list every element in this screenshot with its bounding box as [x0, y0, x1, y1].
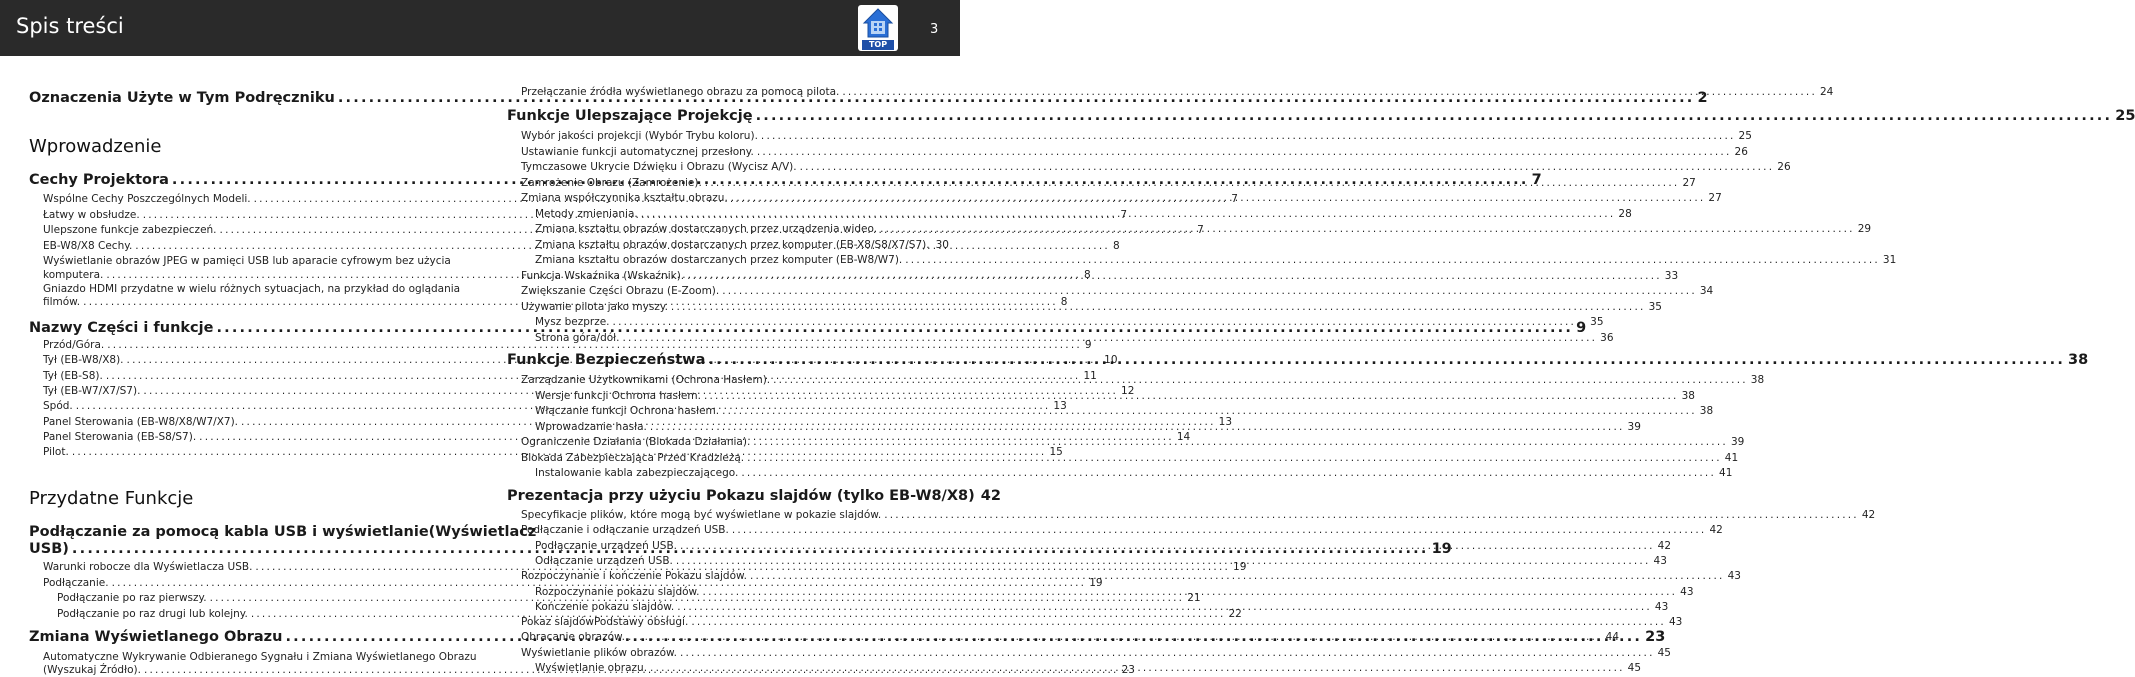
toc-entry-page: 45: [1657, 646, 1671, 659]
toc-entry-title: Zmiana kształtu obrazów dostarczanych przez komputer (EB-W8/W7).: [535, 254, 903, 266]
toc-entry-title: Panel Sterowania (EB-W8/X8/W7/X7).: [43, 415, 238, 428]
toc-entry-page: 34: [1699, 285, 1714, 297]
toc-entry-page: 33: [1664, 269, 1679, 282]
header-bar: [0, 0, 960, 56]
toc-entry-page: 7: [1197, 224, 1204, 236]
toc-entry[interactable]: [507, 254, 1897, 266]
toc-entry-page: 38: [1681, 389, 1695, 402]
toc-entry-page: 26: [1777, 161, 1791, 173]
leader-dots: [680, 647, 1655, 659]
toc-entry-title: Wprowadzanie hasła.: [535, 420, 647, 433]
leader-dots: [722, 405, 1697, 417]
toc-entry[interactable]: [507, 300, 1662, 313]
toc-entry-page: 2: [1697, 90, 1708, 106]
toc-entry[interactable]: [507, 86, 1834, 98]
toc-entry-page: 43: [1668, 616, 1683, 629]
toc-entry-title: Tył (EB-W7/X7/S7).: [43, 384, 141, 397]
toc-entry-page: 7: [1120, 208, 1128, 221]
toc-entry-title: Przód/Góra.: [43, 339, 105, 351]
toc-entry-page: 44: [1605, 631, 1620, 644]
toc-entry-page: 41: [1719, 467, 1733, 479]
toc-entry-page: 14: [1176, 430, 1191, 443]
toc-entry-page: 28: [1618, 207, 1632, 220]
toc-entry[interactable]: [507, 600, 1669, 613]
toc-entry-title[interactable]: Wyświetlanie obrazów JPEG w pamięci USB lub aparacie cyfrowym bez użycia: [43, 255, 451, 267]
toc-entry-page: 26: [1734, 145, 1748, 158]
page-number: 3: [930, 22, 939, 37]
leader-dots: [756, 108, 2113, 124]
toc-entry-title: Przełączanie źródła wyświetlanego obrazu za pomocą pilota.: [521, 86, 840, 98]
top-label: TOP: [862, 40, 894, 50]
toc-entry-page: 25: [2115, 108, 2135, 124]
leader-dots: [676, 555, 1651, 567]
leader-dots: [757, 146, 1732, 158]
toc-entry[interactable]: [507, 108, 2135, 124]
toc-entry[interactable]: [507, 316, 1604, 328]
toc-entry-page: 42: [1709, 524, 1723, 537]
toc-entry-page: 23: [1121, 664, 1135, 676]
toc-entry-page: 43: [1727, 570, 1741, 583]
leader-dots: [613, 316, 1588, 328]
toc-entry[interactable]: [507, 524, 1723, 537]
leader-dots: [628, 631, 1603, 643]
toc-entry-page: 36: [1600, 331, 1614, 344]
toc-entry-title: Spód.: [43, 400, 73, 413]
toc-entry-page: 43: [1680, 585, 1694, 598]
leader-dots: [741, 467, 1716, 479]
leader-dots: [747, 452, 1722, 464]
leader-dots: [731, 192, 1706, 204]
leader-dots: [680, 540, 1655, 552]
toc-entry-title: Zmiana współczynnika kształtu obrazu.: [521, 192, 728, 204]
leader-dots: [687, 270, 1662, 282]
leader-dots: [650, 421, 1625, 433]
toc-entry-page: 27: [1682, 176, 1696, 189]
leader-dots: [761, 130, 1736, 142]
toc-entry-title: Odłączanie urządzeń USB.: [535, 554, 673, 567]
toc-entry-page: 25: [1738, 130, 1752, 142]
leader-dots: [705, 177, 1680, 189]
toc-entry-page: 39: [1730, 436, 1745, 448]
toc-entry[interactable]: [507, 223, 1872, 235]
toc-entry-page: 24: [1820, 86, 1834, 98]
toc-entry-title: Funkcje Ulepszające Projekcję: [507, 108, 753, 124]
toc-entry[interactable]: [507, 130, 1752, 142]
toc-entry-title: filmów.: [43, 296, 81, 308]
toc-entry-page: 13: [1218, 415, 1233, 428]
toc-entry[interactable]: [507, 488, 1001, 504]
toc-entry[interactable]: [507, 207, 1632, 220]
toc-entry-title: Instalowanie kabla zabezpieczającego.: [535, 467, 739, 479]
toc-entry-page: 42: [1861, 509, 1876, 521]
toc-entry-title: Podłączanie i odłączanie urządzeń USB.: [521, 524, 729, 537]
toc-entry[interactable]: [507, 631, 1620, 644]
toc-entry-page: 39: [1627, 420, 1641, 433]
toc-entry-page: 45: [1627, 662, 1642, 674]
toc-entry-title: komputera.: [43, 269, 104, 281]
toc-entry[interactable]: [507, 285, 1714, 297]
toc-entry-title: Blokada Zabezpieczająca Przed Kradzieżą.: [521, 451, 745, 464]
toc-entry-page: 41: [1724, 451, 1739, 464]
leader-dots: [677, 601, 1652, 613]
toc-entry-title: Kończenie pokazu slajdów.: [535, 600, 675, 613]
toc-entry[interactable]: [29, 592, 1201, 604]
toc-entry-title: Pokaz slajdówPodstawy obsługi.: [521, 616, 689, 629]
top-home-button[interactable]: [858, 5, 898, 51]
toc-entry-title: Funkcje Bezpieczeństwa: [507, 352, 706, 368]
toc-entry-page: 7: [1231, 193, 1238, 205]
toc-entry-page: 7: [1531, 172, 1542, 188]
toc-entry-title: Funkcja Wskaźnika (Wskaźnik).: [521, 269, 685, 282]
toc-entry-title: Obracanie obrazów.: [521, 631, 625, 644]
toc-entry-title: Podłączanie.: [43, 576, 109, 589]
toc-entry-title: Warunki robocze dla Wyświetlacza USB.: [43, 561, 253, 573]
chapter-heading: Przydatne Funkcje: [29, 488, 194, 509]
toc-entry-page: 21: [1187, 592, 1201, 604]
toc-entry-title: Ulepszone funkcje zabezpieczeń.: [43, 224, 217, 236]
toc-entry-page: 38: [1699, 405, 1714, 417]
toc-entry-page: 9: [1576, 320, 1587, 336]
toc-entry-title: Wybór jakości projekcji (Wybór Trybu koloru).: [521, 130, 758, 142]
toc-entry-title: Zwiększanie Części Obrazu (E-Zoom).: [521, 285, 720, 297]
leader-dots: [703, 586, 1678, 598]
toc-entry-title: Łatwy w obsłudze.: [43, 208, 140, 221]
toc-entry-page: 35: [1590, 316, 1604, 328]
toc-entry-title: Rozpoczynanie pokazu slajdów.: [535, 585, 700, 598]
toc-entry[interactable]: [507, 238, 949, 251]
toc-entry-title[interactable]: Gniazdo HDMI przydatne w wielu różnych sytuacjach, na przykład do oglądania: [43, 283, 461, 295]
toc-entry-page: 31: [1882, 254, 1897, 266]
toc-entry-title: Zmiana kształtu obrazów dostarczanych przez komputer (EB-X8/S8/X7/S7).: [535, 238, 930, 251]
toc-entry-page: 38: [1750, 374, 1765, 386]
toc-entry-title: Strona góra/dół.: [535, 331, 620, 344]
toc-entry-page: 42: [1657, 539, 1672, 552]
toc-entry-page: 13: [1053, 400, 1067, 413]
toc-entry-page: 27: [1708, 192, 1722, 204]
leader-dots: [623, 332, 1598, 344]
toc-entry[interactable]: [29, 561, 1247, 573]
toc-entry-title: Panel Sterowania (EB-S8/S7).: [43, 430, 197, 443]
toc-entry-page: 38: [2068, 352, 2089, 368]
leader-dots: [732, 524, 1707, 536]
toc-entry-page: 15: [1049, 446, 1063, 459]
toc-entry-title: (Wyszukaj Źródło).: [43, 664, 141, 676]
toc-entry-page: 9: [1084, 339, 1092, 351]
toc-entry-page: 10: [1104, 354, 1118, 367]
leader-dots: [800, 161, 1775, 173]
toc-entry-title: Wyświetlanie obrazu.: [535, 662, 648, 674]
toc-entry-title: Rozpoczynanie i kończenie Pokazu slajdów.: [521, 570, 747, 583]
toc-entry-title: Cechy Projektora: [29, 172, 169, 188]
leader-dots: [880, 223, 1855, 235]
toc-entry-title: Specyfikacje plików, które mogą być wyświetlane w pokazie slajdów.: [521, 509, 882, 521]
toc-entry-page: 8: [1060, 296, 1068, 308]
toc-entry-title: Zmiana Wyświetlanego Obrazu: [29, 629, 283, 645]
leader-dots: [650, 662, 1625, 674]
leader-dots: [671, 301, 1646, 313]
leader-dots: [773, 374, 1748, 386]
toc-entry[interactable]: [507, 269, 1679, 282]
toc-entry-title: Używanie pilota jako myszy.: [521, 300, 668, 313]
toc-entry-title[interactable]: Automatyczne Wykrywanie Odbieranego Sygnału i Zmiana Wyświetlanego Obrazu: [43, 651, 477, 663]
toc-entry-title: Metody zmieniania.: [535, 207, 638, 220]
toc-entry-page: 12: [1121, 384, 1135, 397]
toc-entry-title: Wyświetlanie plików obrazów.: [521, 646, 677, 659]
toc-entry-page: 43: [1653, 554, 1667, 567]
toc-entry-page: 8: [1112, 239, 1120, 252]
house-icon: [862, 7, 894, 39]
toc-entry-title[interactable]: Podłączanie za pomocą kabla USB i wyświetlanie(Wyświetlacz: [29, 524, 537, 540]
toc-entry-page: 8: [1084, 269, 1091, 281]
toc-entry-title: Tył (EB-S8).: [43, 369, 103, 382]
toc-entry-page: 30: [935, 238, 949, 251]
leader-dots: [750, 570, 1725, 582]
toc-entry-title: Włączanie funkcji Ochrona hasłem.: [535, 405, 720, 417]
toc-entry-title: Ograniczenie Działania (Blokada Działania).: [521, 436, 751, 448]
toc-entry-title: Podłączanie po raz drugi lub kolejny.: [57, 607, 248, 620]
toc-entry[interactable]: [507, 509, 1876, 521]
toc-entry-page: 11: [1083, 369, 1097, 382]
toc-entry[interactable]: [507, 192, 1722, 204]
leader-dots: [641, 208, 1616, 220]
toc-entry-page: 19: [1233, 561, 1247, 573]
toc-entry[interactable]: [507, 646, 1671, 659]
toc-entry[interactable]: [29, 339, 1092, 351]
toc-entry-title: Tył (EB-W8/X8).: [43, 354, 124, 367]
toc-entry-title: Prezentacja przy użyciu Pokazu slajdów (tylko EB-W8/X8): [507, 488, 975, 504]
toc-entry-page: 42: [980, 488, 1001, 504]
toc-entry-title: Tymczasowe Ukrycie Dźwięku i Obrazu (Wycisz A/V).: [521, 161, 797, 173]
toc-entry-page: 19: [1431, 541, 1452, 557]
toc-entry-title: Zmiana kształtu obrazów dostarczanych przez urządzenia wideo.: [535, 223, 878, 235]
toc-entry-title: EB-W8/X8 Cechy.: [43, 239, 133, 252]
toc-entry-page: 29: [1857, 223, 1872, 235]
toc-entry[interactable]: [507, 331, 1614, 344]
toc-entry-page: 23: [1645, 629, 1666, 645]
toc-entry[interactable]: [507, 145, 1748, 158]
leader-dots: [753, 436, 1728, 448]
page-title: Spis treści: [16, 14, 124, 38]
toc-entry-page: 43: [1654, 600, 1669, 613]
leader-dots: [691, 616, 1666, 628]
leader-dots: [704, 390, 1679, 402]
toc-entry-page: 22: [1228, 607, 1242, 620]
toc-entry-title: Oznaczenia Użyte w Tym Podręczniku: [29, 90, 335, 106]
toc-entry[interactable]: [507, 616, 1683, 629]
toc-entry-title: Wspólne Cechy Poszczególnych Modeli.: [43, 193, 251, 205]
toc-entry-title: Nazwy Części i funkcje: [29, 320, 214, 336]
leader-dots: [842, 86, 1817, 98]
toc-entry[interactable]: [507, 161, 1791, 173]
toc-entry-title: USB): [29, 541, 69, 557]
toc-entry-title: Wersje funkcji Ochrona hasłem.: [535, 389, 701, 402]
toc-entry-page: 19: [1089, 576, 1103, 589]
toc-entry[interactable]: [507, 467, 1733, 479]
leader-dots: [722, 285, 1697, 297]
leader-dots: [708, 352, 2065, 368]
leader-dots: [905, 254, 1880, 266]
toc-entry-title: Zamrożenie Obrazu (Zamrożenie).: [521, 176, 702, 189]
leader-dots: [884, 509, 1859, 521]
toc-entry-title: Podłączanie po raz pierwszy.: [57, 592, 207, 604]
chapter-heading: Wprowadzenie: [29, 136, 162, 157]
toc-entry-page: 35: [1648, 300, 1662, 313]
toc-entry-title: Zarządzanie Użytkownikami (Ochrona Hasłem).: [521, 374, 771, 386]
toc-entry-title: Ustawianie funkcji automatycznej przesłony.: [521, 145, 754, 158]
toc-entry-title: Pilot.: [43, 446, 69, 459]
toc-entry[interactable]: [29, 607, 1242, 620]
toc-entry[interactable]: [507, 176, 1696, 189]
toc-entry-title: Podłączanie urządzeń USB.: [535, 539, 677, 552]
toc-entry-title: Mysz bezprze.: [535, 316, 610, 328]
